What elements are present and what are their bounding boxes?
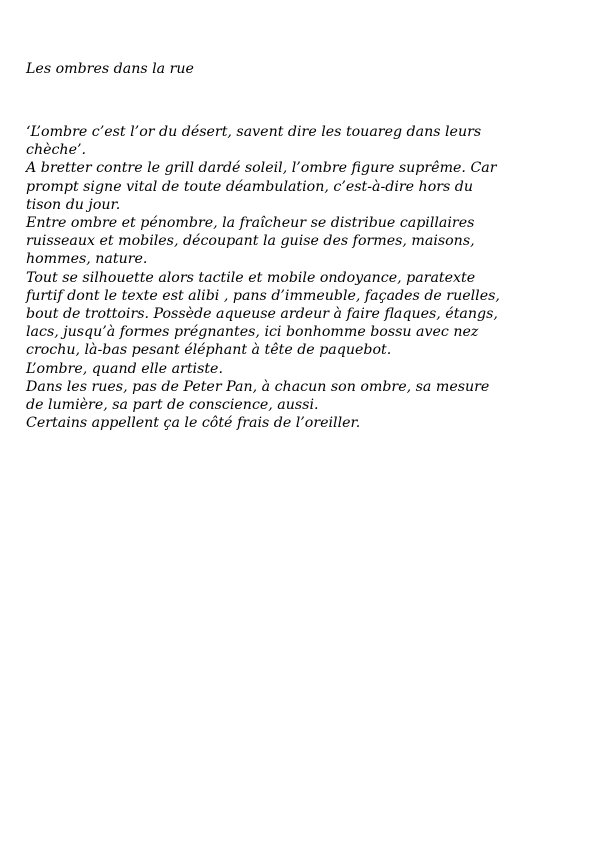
text-line: A bretter contre le grill dardé soleil, l’ombre figure suprême. Car <box>26 160 497 177</box>
text-line: L’ombre, quand elle artiste. <box>26 360 223 377</box>
text-line: hommes, nature. <box>26 251 148 268</box>
text-line: de lumière, sa part de conscience, aussi. <box>26 397 319 414</box>
text-line: ruisseaux et mobiles, découpant la guise des formes, maisons, <box>26 233 475 250</box>
page-title: Les ombres dans la rue <box>26 61 194 77</box>
text-line: Certains appellent ça le côté frais de l’oreiller. <box>26 415 361 432</box>
text-line: chèche’. <box>26 142 86 159</box>
text-line: Tout se silhouette alors tactile et mobile ondoyance, paratexte <box>26 269 476 286</box>
text-line: crochu, là-bas pesant éléphant à tête de paquebot. <box>26 342 392 359</box>
text-line: bout de trottoirs. Possède aqueuse ardeur à faire flaques, étangs, <box>26 306 498 323</box>
text-line: Entre ombre et pénombre, la fraîcheur se distribue capillaires <box>26 215 475 232</box>
text-line: lacs, jusqu’à formes prégnantes, ici bonhomme bossu avec nez <box>26 324 479 341</box>
text-line: ‘L’ombre c’est l’or du désert, savent dire les touareg dans leurs <box>26 124 482 140</box>
text-line: tison du jour. <box>26 196 121 213</box>
text-line: furtif dont le texte est alibi , pans d’immeuble, façades de ruelles, <box>26 287 500 304</box>
text-line: prompt signe vital de toute déambulation, c’est-à-dire hors du <box>26 178 474 195</box>
body-text <box>26 123 581 432</box>
text-line: Dans les rues, pas de Peter Pan, à chacun son ombre, sa mesure <box>26 378 490 395</box>
